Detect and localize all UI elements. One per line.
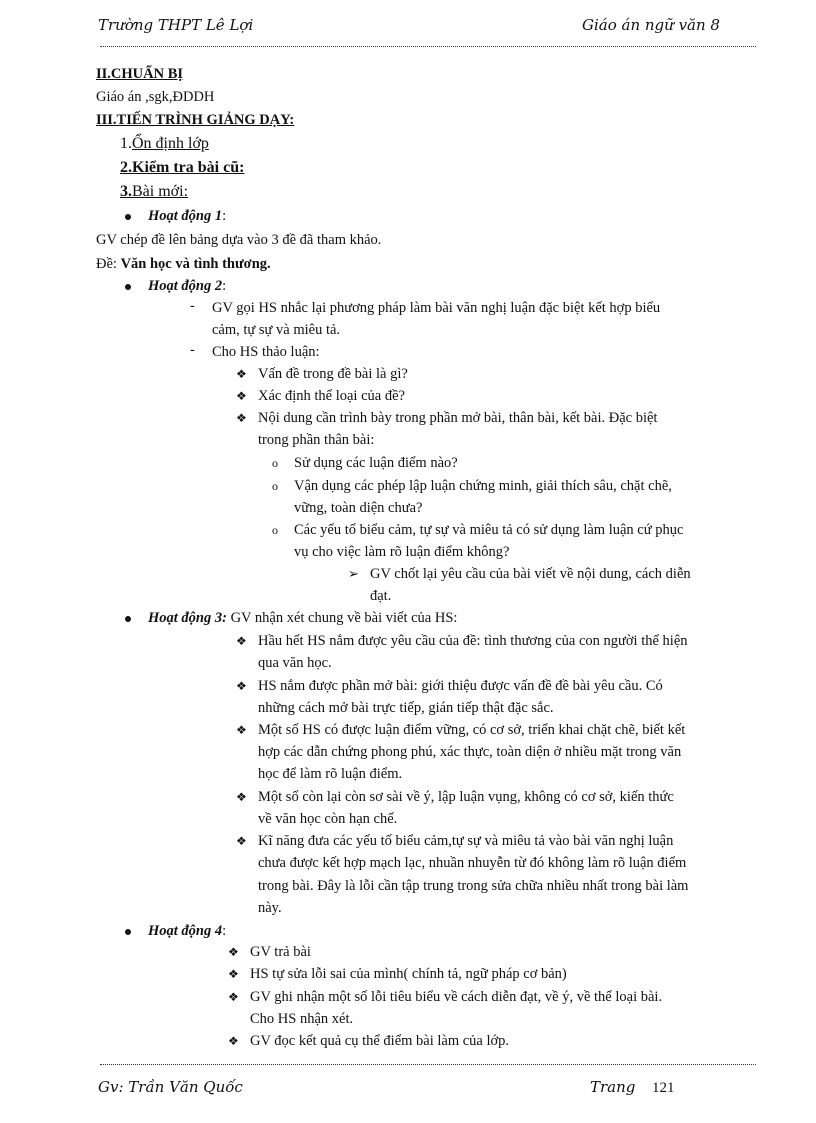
activity-1-label: Hoạt động 1 xyxy=(148,208,223,224)
diamond-bullet-icon: ❖ xyxy=(236,834,247,848)
task-1: GV trả bài xyxy=(250,944,311,960)
header-rule xyxy=(100,46,756,47)
step-2: 2.Kiểm tra bài cũ: xyxy=(120,159,245,176)
sub-item-3-line1: Các yếu tố biểu cảm, tự sự và miêu tả có sử dụng làm luận cứ phục xyxy=(294,522,684,538)
activity-1-colon: : xyxy=(222,208,227,224)
remark-5-line1: Kĩ năng đưa các yếu tố biểu cảm,tự sự và miêu tả vào bài văn nghị luận xyxy=(258,833,674,849)
remark-3-line2: hợp các dẫn chứng phong phú, xác thực, toàn diện ở nhiều mặt trong văn xyxy=(258,744,682,760)
section-3-title: III.TIẾN TRÌNH GIẢNG DẠY: xyxy=(96,112,295,128)
header-subject: Giáo án ngữ văn 8 xyxy=(582,16,720,34)
diamond-bullet-icon: ❖ xyxy=(236,367,247,381)
bullet-icon xyxy=(125,214,131,220)
question-3-line1: Nội dung cần trình bày trong phần mở bài, thân bài, kết bài. Đặc biệt xyxy=(258,410,658,426)
diamond-bullet-icon: ❖ xyxy=(236,679,247,693)
diamond-bullet-icon: ❖ xyxy=(228,945,239,959)
activity-4-colon: : xyxy=(222,923,227,939)
topic-line xyxy=(96,254,271,274)
diamond-bullet-icon: ❖ xyxy=(236,634,247,648)
step-3 xyxy=(120,182,188,202)
section-2-title: II.CHUẨN BỊ xyxy=(96,66,184,82)
remark-5-line4: này. xyxy=(258,900,282,916)
activity-4-label: Hoạt động 4 xyxy=(148,923,223,939)
topic-text: Văn học và tình thương. xyxy=(120,256,271,272)
activity-2-colon: : xyxy=(222,278,227,294)
sub-item-2-line1: Vận dụng các phép lập luận chứng minh, giải thích sâu, chặt chẽ, xyxy=(294,478,672,494)
remark-4-line2: về văn học còn hạn chế. xyxy=(258,811,398,827)
footer-page-number: 121 xyxy=(652,1080,675,1096)
topic-label: Đề: xyxy=(96,256,121,272)
remark-1-line2: qua văn học. xyxy=(258,655,332,671)
section-2-text: Giáo án ,sgk,ĐDDH xyxy=(96,89,215,105)
activity-4-heading xyxy=(148,921,226,941)
bullet-icon xyxy=(125,929,131,935)
header-school: Trường THPT Lê Lợi xyxy=(98,16,254,34)
circle-bullet-icon: o xyxy=(272,479,278,493)
diamond-bullet-icon: ❖ xyxy=(228,990,239,1004)
circle-bullet-icon: o xyxy=(272,523,278,537)
task-2: HS tự sửa lỗi sai của mình( chính tả, ngữ pháp cơ bản) xyxy=(250,966,567,982)
sub-item-2-line2: vững, toàn diện chưa? xyxy=(294,500,423,516)
remark-5-line2: chưa được kết hợp mạch lạc, nhuần nhuyễn từ đó không làm rõ luận điểm xyxy=(258,855,687,871)
activity-3-text: GV nhận xét chung về bài viết của HS: xyxy=(226,610,458,626)
footer-teacher: Gv: Trần Văn Quốc xyxy=(98,1078,243,1096)
diamond-bullet-icon: ❖ xyxy=(228,1034,239,1048)
remark-3-line1: Một số HS có được luận điểm vững, có cơ sở, triển khai chặt chẽ, biết kết xyxy=(258,722,686,738)
activity-2-label: Hoạt động 2 xyxy=(148,278,223,294)
arrow-item-line1: GV chốt lại yêu cầu của bài viết về nội dung, cách diễn xyxy=(370,566,691,582)
dash-marker: - xyxy=(190,298,195,314)
arrow-item-line2: đạt. xyxy=(370,588,392,604)
step-1-text: Ổn định lớp xyxy=(132,135,209,152)
circle-bullet-icon: o xyxy=(272,456,278,470)
task-4: GV đọc kết quả cụ thể điểm bài làm của lớp. xyxy=(250,1033,510,1049)
remark-4-line1: Một số còn lại còn sơ sài về ý, lập luận vụng, không có cơ sở, kiến thức xyxy=(258,789,674,805)
step-3-text: Bài mới: xyxy=(132,183,189,200)
activity-3-label: Hoạt động 3: xyxy=(148,610,227,626)
sub-item-3-line2: vụ cho việc làm rõ luận điểm không? xyxy=(294,544,510,560)
footer-rule xyxy=(100,1064,756,1065)
arrow-bullet-icon: ➢ xyxy=(348,566,359,581)
step-1 xyxy=(120,134,209,154)
task-3-line2: Cho HS nhận xét. xyxy=(250,1011,354,1027)
question-3-line2: trong phần thân bài: xyxy=(258,432,375,448)
remark-2-line1: HS nắm được phần mở bài: giới thiệu được vấn đề đề bài yêu cầu. Có xyxy=(258,678,663,694)
diamond-bullet-icon: ❖ xyxy=(236,389,247,403)
diamond-bullet-icon: ❖ xyxy=(236,723,247,737)
activity-2-dash1-line1: GV gọi HS nhắc lại phương pháp làm bài văn nghị luận đặc biệt kết hợp biểu xyxy=(212,300,661,316)
diamond-bullet-icon: ❖ xyxy=(236,790,247,804)
activity-3-heading xyxy=(148,608,457,628)
diamond-bullet-icon: ❖ xyxy=(236,411,247,425)
question-2: Xác định thể loại của đề? xyxy=(258,388,405,404)
activity-2-dash1-line2: cảm, tự sự và miêu tả. xyxy=(212,322,341,338)
bullet-icon xyxy=(125,616,131,622)
remark-5-line3: trong bài. Đây là lỗi cần tập trung trong sửa chữa nhiều nhất trong bài làm xyxy=(258,878,689,894)
footer-page-label: Trang xyxy=(590,1078,636,1096)
step-1-num: 1. xyxy=(120,135,132,152)
activity-1-heading xyxy=(148,206,226,226)
remark-3-line3: học để làm rõ luận điểm. xyxy=(258,766,403,782)
sub-item-1: Sử dụng các luận điểm nào? xyxy=(294,455,458,471)
remark-1-line1: Hầu hết HS nắm được yêu cầu của đề: tình thương của con người thể hiện xyxy=(258,633,688,649)
activity-2-heading xyxy=(148,276,226,296)
question-1: Vấn đề trong đề bài là gì? xyxy=(258,366,408,382)
diamond-bullet-icon: ❖ xyxy=(228,967,239,981)
bullet-icon xyxy=(125,284,131,290)
activity-1-line: GV chép đề lên bảng dựa vào 3 đề đã tham khảo. xyxy=(96,232,382,248)
remark-2-line2: những cách mở bài trực tiếp, gián tiếp thật đặc sắc. xyxy=(258,700,554,716)
step-3-num: 3. xyxy=(120,183,132,200)
activity-2-dash2: Cho HS thảo luận: xyxy=(212,344,320,360)
task-3-line1: GV ghi nhận một số lỗi tiêu biểu về cách diễn đạt, về ý, về thể loại bài. xyxy=(250,989,663,1005)
dash-marker: - xyxy=(190,342,195,358)
